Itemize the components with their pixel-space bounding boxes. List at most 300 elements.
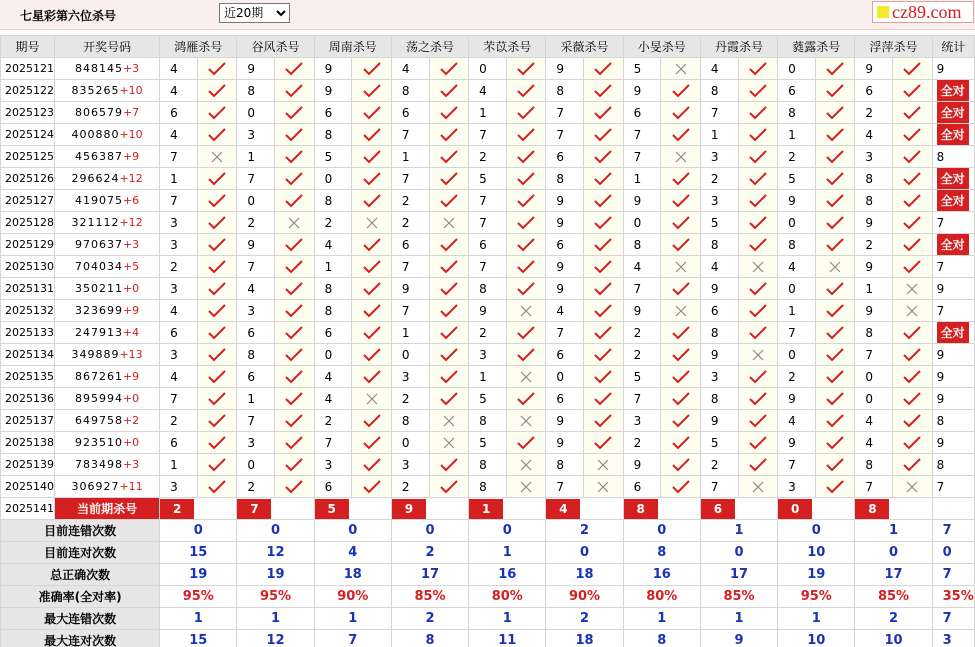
summary-value: 1 (623, 608, 700, 630)
all-correct-badge: 全对 (937, 168, 969, 189)
kill-number-cell: 9 (855, 256, 893, 278)
draw-numbers-cell (55, 322, 160, 344)
kill-number-cell: 4 (160, 366, 198, 388)
check-icon (738, 366, 778, 388)
kill-number-cell: 8 (469, 410, 507, 432)
column-header: 周南杀号 (314, 36, 391, 58)
kill-number-cell: 7 (469, 212, 507, 234)
kill-number-cell: 6 (469, 234, 507, 256)
check-icon (197, 168, 237, 190)
check-icon (815, 168, 855, 190)
table-row (1, 300, 975, 322)
draw-plus: +9 (122, 150, 140, 163)
kill-number-cell: 8 (623, 234, 661, 256)
kill-number-cell: 0 (237, 454, 275, 476)
kill-number-cell: 8 (469, 454, 507, 476)
kill-number-cell: 2 (391, 190, 429, 212)
kill-number-cell: 7 (237, 256, 275, 278)
summary-value: 19 (237, 564, 314, 586)
summary-value: 0 (237, 520, 314, 542)
kill-number-cell: 7 (391, 168, 429, 190)
kill-number-cell: 4 (623, 256, 661, 278)
summary-value: 17 (391, 564, 468, 586)
kill-number-cell: 7 (160, 146, 198, 168)
draw-numbers-cell (55, 234, 160, 256)
kill-number-cell: 3 (160, 212, 198, 234)
stat-cell: 9 (932, 58, 974, 80)
cross-icon (197, 146, 237, 168)
check-icon (506, 388, 546, 410)
draw-digits: 306927 (71, 480, 120, 493)
kill-number-cell: 6 (237, 366, 275, 388)
draw-digits: 400880 (71, 128, 120, 141)
kill-number-cell: 7 (623, 388, 661, 410)
table-row (1, 234, 975, 256)
check-icon (352, 432, 392, 454)
summary-label: 准确率(全对率) (1, 586, 160, 608)
stat-cell: 9 (932, 432, 974, 454)
summary-value: 8 (623, 542, 700, 564)
check-icon (275, 124, 315, 146)
check-icon (661, 344, 701, 366)
check-icon (584, 300, 624, 322)
check-icon (893, 124, 933, 146)
check-icon (815, 234, 855, 256)
check-icon (893, 146, 933, 168)
kill-number-cell: 9 (546, 410, 584, 432)
check-icon (197, 388, 237, 410)
check-icon (197, 476, 237, 498)
issue-cell: 2025139 (1, 454, 55, 476)
check-icon (815, 366, 855, 388)
current-kill-number: 5 (315, 499, 349, 519)
summary-value: 0 (160, 520, 237, 542)
kill-number-cell: 1 (391, 146, 429, 168)
summary-value: 12 (237, 630, 314, 647)
cross-icon (275, 212, 315, 234)
kill-number-cell: 7 (778, 454, 816, 476)
kill-number-cell: 4 (314, 234, 352, 256)
table-row (1, 454, 975, 476)
stat-cell (932, 102, 974, 124)
issue-cell: 2025125 (1, 146, 55, 168)
column-header: 浮萍杀号 (855, 36, 932, 58)
check-icon (197, 234, 237, 256)
summary-label: 目前连对次数 (1, 542, 160, 564)
kill-number-cell: 1 (778, 124, 816, 146)
kill-number-cell: 7 (237, 410, 275, 432)
stat-cell: 7 (932, 300, 974, 322)
kill-number-cell: 3 (700, 190, 738, 212)
check-icon (429, 190, 469, 212)
table-row (1, 168, 975, 190)
check-icon (429, 102, 469, 124)
kill-number-cell: 7 (700, 102, 738, 124)
column-header: 采薇杀号 (546, 36, 623, 58)
check-icon (429, 476, 469, 498)
kill-number-cell: 5 (623, 58, 661, 80)
draw-plus: +7 (122, 106, 140, 119)
kill-number-cell: 2 (237, 476, 275, 498)
current-kill-number: 6 (701, 499, 735, 519)
kill-number-cell: 4 (469, 80, 507, 102)
column-header: 开奖号码 (55, 36, 160, 58)
column-header: 谷风杀号 (237, 36, 314, 58)
kill-number-cell: 3 (700, 146, 738, 168)
check-icon (661, 190, 701, 212)
kill-number-cell: 8 (237, 80, 275, 102)
kill-number-cell: 3 (237, 432, 275, 454)
summary-value: 11 (469, 630, 546, 647)
summary-value: 18 (546, 630, 623, 647)
draw-plus: +0 (122, 436, 140, 449)
draw-plus: +12 (119, 216, 143, 229)
kill-number-cell: 8 (546, 80, 584, 102)
check-icon (584, 58, 624, 80)
check-icon (197, 344, 237, 366)
check-icon (584, 322, 624, 344)
check-icon (352, 366, 392, 388)
summary-value: 7 (314, 630, 391, 647)
check-icon (506, 344, 546, 366)
column-header: 蕤露杀号 (778, 36, 855, 58)
summary-value: 0 (623, 520, 700, 542)
check-icon (738, 168, 778, 190)
kill-number-cell: 2 (391, 476, 429, 498)
current-kill-number: 8 (624, 499, 658, 519)
draw-numbers-cell (55, 168, 160, 190)
summary-value: 8 (391, 630, 468, 647)
check-icon (197, 256, 237, 278)
stat-cell: 8 (932, 410, 974, 432)
all-correct-badge: 全对 (937, 102, 969, 123)
kill-number-cell: 3 (314, 454, 352, 476)
check-icon (275, 80, 315, 102)
check-icon (429, 278, 469, 300)
draw-numbers-cell (55, 410, 160, 432)
cross-icon (893, 476, 933, 498)
check-icon (661, 322, 701, 344)
kill-number-cell: 6 (314, 322, 352, 344)
check-icon (352, 278, 392, 300)
check-icon (352, 124, 392, 146)
check-icon (506, 278, 546, 300)
issue-cell: 2025141 (1, 498, 55, 520)
check-icon (661, 410, 701, 432)
kill-number-cell: 2 (623, 322, 661, 344)
top-bar (0, 0, 975, 30)
cross-icon (429, 410, 469, 432)
summary-value: 2 (391, 608, 468, 630)
kill-number-cell: 4 (314, 366, 352, 388)
cross-icon (661, 300, 701, 322)
draw-digits: 296624 (71, 172, 120, 185)
check-icon (584, 212, 624, 234)
kill-number-cell: 2 (855, 234, 893, 256)
draw-digits: 783498 (74, 458, 123, 471)
check-icon (815, 410, 855, 432)
draw-plus: +6 (122, 194, 140, 207)
kill-number-cell: 0 (237, 102, 275, 124)
draw-plus: +13 (119, 348, 143, 361)
kill-number-cell: 8 (700, 80, 738, 102)
kill-number-cell: 8 (314, 300, 352, 322)
kill-number-cell: 7 (469, 124, 507, 146)
check-icon (661, 168, 701, 190)
kill-number-cell: 1 (855, 278, 893, 300)
check-icon (197, 432, 237, 454)
check-icon (893, 190, 933, 212)
kill-number-cell: 9 (314, 80, 352, 102)
current-kill-number: 2 (160, 499, 194, 519)
kill-number-cell: 9 (546, 256, 584, 278)
check-icon (197, 410, 237, 432)
check-icon (815, 454, 855, 476)
check-icon (584, 366, 624, 388)
check-icon (506, 234, 546, 256)
summary-value: 0 (932, 542, 974, 564)
kill-number-cell: 7 (546, 476, 584, 498)
cross-icon (429, 212, 469, 234)
cross-icon (506, 366, 546, 388)
stat-cell: 9 (932, 388, 974, 410)
kill-number-cell: 8 (700, 388, 738, 410)
check-icon (893, 212, 933, 234)
summary-value: 1 (700, 520, 777, 542)
check-icon (893, 410, 933, 432)
check-icon (197, 58, 237, 80)
check-icon (584, 80, 624, 102)
issue-cell: 2025132 (1, 300, 55, 322)
kill-number-cell: 4 (237, 278, 275, 300)
current-kill-cell (237, 498, 314, 520)
kill-number-cell: 4 (855, 124, 893, 146)
draw-plus: +4 (122, 326, 140, 339)
check-icon (429, 388, 469, 410)
site-logo[interactable] (872, 1, 974, 23)
kill-number-cell: 2 (469, 322, 507, 344)
kill-number-cell: 0 (623, 212, 661, 234)
draw-digits: 806579 (74, 106, 123, 119)
check-icon (429, 80, 469, 102)
summary-row (1, 586, 975, 608)
issue-cell: 2025133 (1, 322, 55, 344)
draw-plus: +10 (119, 128, 143, 141)
cross-icon (815, 256, 855, 278)
check-icon (815, 190, 855, 212)
check-icon (815, 432, 855, 454)
check-icon (584, 190, 624, 212)
kill-number-cell: 3 (700, 366, 738, 388)
kill-number-cell: 4 (700, 256, 738, 278)
check-icon (738, 454, 778, 476)
draw-numbers-cell (55, 58, 160, 80)
summary-row (1, 542, 975, 564)
check-icon (738, 234, 778, 256)
check-icon (661, 80, 701, 102)
check-icon (197, 322, 237, 344)
summary-value: 90% (314, 586, 391, 608)
kill-number-cell: 9 (546, 212, 584, 234)
column-header: 丹霞杀号 (700, 36, 777, 58)
kill-number-cell: 4 (160, 300, 198, 322)
check-icon (815, 102, 855, 124)
summary-value: 3 (932, 630, 974, 647)
summary-value: 85% (700, 586, 777, 608)
check-icon (738, 102, 778, 124)
kill-number-cell: 7 (546, 102, 584, 124)
kill-number-cell: 4 (778, 410, 816, 432)
draw-plus: +3 (122, 62, 140, 75)
check-icon (815, 58, 855, 80)
stat-cell: 9 (932, 278, 974, 300)
check-icon (275, 102, 315, 124)
draw-numbers-cell (55, 366, 160, 388)
kill-number-cell: 1 (469, 366, 507, 388)
current-kill-cell (469, 498, 546, 520)
check-icon (197, 190, 237, 212)
cross-icon (661, 256, 701, 278)
check-icon (893, 366, 933, 388)
summary-value: 90% (546, 586, 623, 608)
summary-label: 最大连对次数 (1, 630, 160, 647)
check-icon (352, 58, 392, 80)
check-icon (429, 454, 469, 476)
check-icon (584, 256, 624, 278)
check-icon (352, 476, 392, 498)
kill-number-cell: 5 (469, 432, 507, 454)
summary-value: 17 (855, 564, 932, 586)
summary-value: 0 (314, 520, 391, 542)
period-select[interactable] (219, 3, 290, 23)
kill-number-cell: 0 (391, 344, 429, 366)
kill-number-cell: 8 (469, 476, 507, 498)
check-icon (275, 234, 315, 256)
summary-value: 85% (855, 586, 932, 608)
check-icon (275, 410, 315, 432)
kill-number-cell: 7 (391, 124, 429, 146)
kill-number-cell: 9 (700, 410, 738, 432)
table-row (1, 102, 975, 124)
check-icon (738, 146, 778, 168)
kill-number-cell: 8 (855, 454, 893, 476)
summary-value: 95% (778, 586, 855, 608)
kill-number-cell: 0 (778, 344, 816, 366)
kill-number-cell: 1 (160, 168, 198, 190)
check-icon (429, 322, 469, 344)
kill-number-cell: 7 (623, 278, 661, 300)
draw-digits: 923510 (74, 436, 123, 449)
check-icon (738, 432, 778, 454)
issue-cell: 2025121 (1, 58, 55, 80)
summary-value: 95% (237, 586, 314, 608)
check-icon (352, 146, 392, 168)
check-icon (893, 234, 933, 256)
issue-cell: 2025128 (1, 212, 55, 234)
stat-cell: 8 (932, 454, 974, 476)
kill-number-cell: 7 (469, 256, 507, 278)
issue-cell: 2025131 (1, 278, 55, 300)
kill-number-cell: 6 (778, 80, 816, 102)
draw-plus: +5 (122, 260, 140, 273)
draw-digits: 848145 (74, 62, 123, 75)
summary-value: 0 (469, 520, 546, 542)
summary-value: 7 (932, 564, 974, 586)
check-icon (815, 212, 855, 234)
kill-number-cell: 6 (700, 300, 738, 322)
draw-numbers-cell (55, 278, 160, 300)
kill-number-cell: 9 (469, 300, 507, 322)
kill-number-cell: 3 (855, 146, 893, 168)
summary-value: 1 (700, 608, 777, 630)
kill-number-cell: 6 (391, 234, 429, 256)
kill-number-cell: 7 (778, 322, 816, 344)
check-icon (352, 344, 392, 366)
check-icon (197, 300, 237, 322)
current-kill-cell (314, 498, 391, 520)
check-icon (506, 58, 546, 80)
summary-value: 8 (623, 630, 700, 647)
kill-number-cell: 6 (160, 102, 198, 124)
summary-value: 2 (855, 608, 932, 630)
summary-value: 2 (546, 608, 623, 630)
stat-cell: 8 (932, 146, 974, 168)
kill-number-cell: 2 (391, 388, 429, 410)
kill-number-cell: 2 (314, 212, 352, 234)
table-row (1, 80, 975, 102)
stat-cell (932, 80, 974, 102)
check-icon (893, 344, 933, 366)
table-header-row (1, 36, 975, 58)
check-icon (738, 388, 778, 410)
check-icon (506, 256, 546, 278)
kill-number-cell: 3 (391, 366, 429, 388)
cross-icon (506, 454, 546, 476)
check-icon (352, 168, 392, 190)
kill-number-cell: 6 (855, 80, 893, 102)
kill-number-cell: 7 (160, 190, 198, 212)
check-icon (506, 322, 546, 344)
summary-value: 10 (778, 630, 855, 647)
kill-number-cell: 1 (778, 300, 816, 322)
check-icon (584, 410, 624, 432)
kill-number-cell: 5 (700, 212, 738, 234)
kill-number-cell: 8 (391, 410, 429, 432)
kill-number-cell: 3 (391, 454, 429, 476)
draw-numbers-cell (55, 146, 160, 168)
summary-value: 15 (160, 542, 237, 564)
kill-number-cell: 8 (314, 278, 352, 300)
check-icon (815, 322, 855, 344)
draw-numbers-cell (55, 388, 160, 410)
check-icon (738, 322, 778, 344)
kill-number-cell: 0 (314, 168, 352, 190)
check-icon (275, 454, 315, 476)
all-correct-badge: 全对 (937, 190, 969, 211)
kill-number-cell: 9 (778, 432, 816, 454)
summary-value: 19 (778, 564, 855, 586)
check-icon (275, 146, 315, 168)
all-correct-badge: 全对 (937, 234, 969, 255)
draw-numbers-cell (55, 190, 160, 212)
cross-icon (661, 146, 701, 168)
summary-value: 4 (314, 542, 391, 564)
check-icon (661, 234, 701, 256)
kill-number-cell: 6 (314, 102, 352, 124)
issue-cell: 2025135 (1, 366, 55, 388)
draw-plus: +12 (119, 172, 143, 185)
summary-label: 总正确次数 (1, 564, 160, 586)
